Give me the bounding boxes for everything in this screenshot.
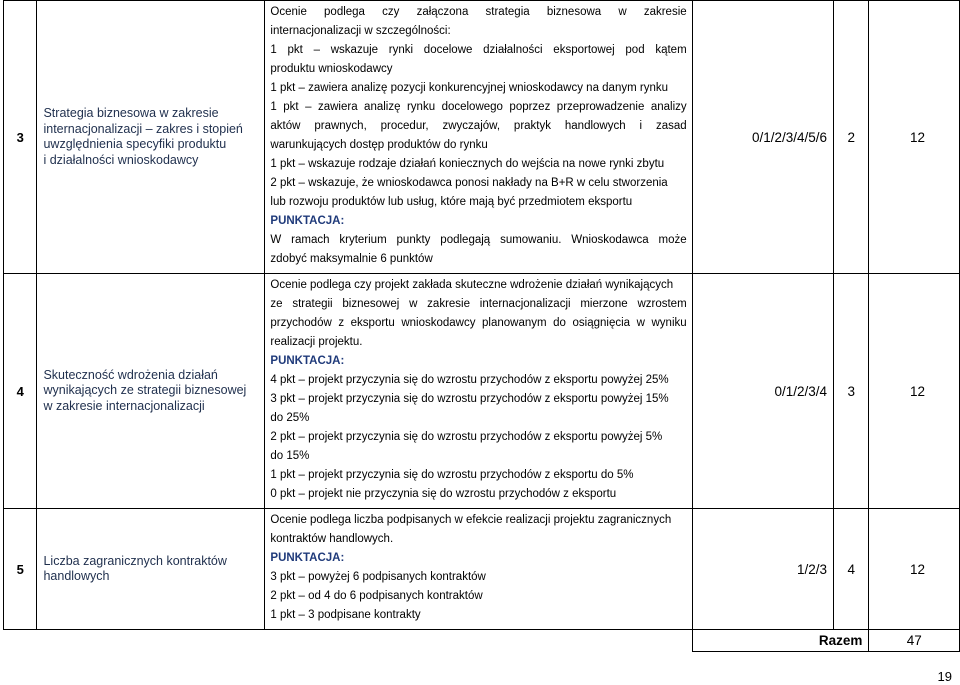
desc-line: zdobyć maksymalnie 6 punktów (270, 253, 433, 265)
desc-line: realizacji projektu. (270, 336, 363, 348)
criterion-name-line: Liczba zagranicznych kontraktów (43, 553, 227, 568)
total-row (4, 630, 960, 652)
criterion-name-line: internacjonalizacji – zakres i stopień (43, 121, 243, 136)
desc-line: warunkujących dostęp produktów do rynku (270, 139, 488, 151)
desc-line: 1 pkt – 3 podpisane kontrakty (270, 609, 421, 621)
criterion-weight: 4 (834, 509, 869, 630)
criterion-number: 5 (4, 509, 37, 630)
scoring-heading: PUNKTACJA: (270, 552, 345, 564)
desc-line: 1 pkt – wskazuje rodzaje działań koniecznych do wejścia na nowe rynki zbytu (270, 158, 665, 170)
desc-line: 1 pkt – wskazuje rynki docelowe działalności eksportowej pod kątem (270, 44, 687, 56)
criterion-row (4, 509, 960, 630)
desc-line: Ocenie podlega czy projekt zakłada skuteczne wdrożenie działań wynikających (270, 279, 674, 291)
desc-line: W ramach kryterium punkty podlegają sumowaniu. Wnioskodawca może (270, 234, 687, 246)
desc-line: 2 pkt – projekt przyczynia się do wzrostu przychodów z eksportu powyżej 5% (270, 431, 663, 443)
desc-line: lub rozwoju produktów lub usług, które mają być przedmiotem eksportu (270, 196, 633, 208)
desc-line: do 25% (270, 412, 310, 424)
desc-line: 2 pkt – od 4 do 6 podpisanych kontraktów (270, 590, 483, 602)
desc-line: internacjonalizacji w szczególności: (270, 25, 451, 37)
total-value: 47 (869, 630, 960, 652)
criterion-description (265, 1, 692, 274)
blank-cell (265, 630, 692, 652)
desc-line: 3 pkt – powyżej 6 podpisanych kontraktów (270, 571, 486, 583)
criterion-row (4, 1, 960, 274)
desc-line: Ocenie podlega liczba podpisanych w efekcie realizacji projektu zagranicznych (270, 514, 672, 526)
desc-line: 1 pkt – zawiera analizę rynku docelowego poprzez przeprowadzenie analizy (270, 101, 687, 113)
criterion-max-points: 12 (869, 509, 960, 630)
criterion-name-line: Strategia biznesowa w zakresie (43, 106, 219, 120)
criterion-name-line: i działalności wnioskodawcy (43, 152, 199, 167)
desc-line: ze strategii biznesowej w zakresie internacjonalizacji mierzone wzrostem (270, 298, 687, 310)
criterion-name (37, 509, 265, 630)
criterion-name-line: handlowych (43, 569, 110, 583)
scoring-heading: PUNKTACJA: (270, 215, 345, 227)
criterion-max-points: 12 (869, 274, 960, 509)
criteria-table (3, 0, 960, 652)
desc-line: kontraktów handlowych. (270, 533, 394, 545)
score-options: 0/1/2/3/4/5/6 (692, 1, 833, 274)
score-options: 1/2/3 (692, 509, 833, 630)
desc-line: 1 pkt – zawiera analizę pozycji konkurencyjnej wnioskodawcy na danym rynku (270, 82, 668, 94)
criterion-weight: 3 (834, 274, 869, 509)
criterion-number: 3 (4, 1, 37, 274)
page-number: 19 (937, 669, 952, 684)
criterion-name-line: w zakresie internacjonalizacji (43, 398, 205, 413)
criterion-row (4, 274, 960, 509)
desc-line: 0 pkt – projekt nie przyczynia się do wzrostu przychodów z eksportu (270, 488, 617, 500)
scoring-heading: PUNKTACJA: (270, 355, 345, 367)
blank-cell (37, 630, 265, 652)
desc-line: 2 pkt – wskazuje, że wnioskodawca ponosi nakłady na B+R w celu stworzenia (270, 177, 668, 189)
criterion-description (265, 274, 692, 509)
desc-line: do 15% (270, 450, 310, 462)
criterion-name (37, 274, 265, 509)
criterion-max-points: 12 (869, 1, 960, 274)
score-options: 0/1/2/3/4 (692, 274, 833, 509)
desc-line: 1 pkt – projekt przyczynia się do wzrostu przychodów z eksportu do 5% (270, 469, 634, 481)
desc-line: przychodów z eksportu wnioskodawcy planowanym do osiągnięcia w wyniku (270, 317, 687, 329)
criterion-name-line: Skuteczność wdrożenia działań (43, 367, 218, 382)
criterion-name (37, 1, 265, 274)
desc-line: 4 pkt – projekt przyczynia się do wzrostu przychodów z eksportu powyżej 25% (270, 374, 669, 386)
desc-line: aktów prawnych, procedur, zwyczajów, praktyk handlowych i zasad (270, 120, 687, 132)
criterion-number: 4 (4, 274, 37, 509)
desc-line: Ocenie podlega czy załączona strategia biznesowa w zakresie (270, 6, 687, 18)
criterion-name-line: wynikających ze strategii biznesowej (43, 383, 247, 398)
desc-line: 3 pkt – projekt przyczynia się do wzrostu przychodów z eksportu powyżej 15% (270, 393, 669, 405)
total-label: Razem (692, 630, 869, 652)
desc-line: produktu wnioskodawcy (270, 63, 393, 75)
criterion-name-line: uwzględnienia specyfiki produktu (43, 137, 227, 151)
blank-cell (4, 630, 37, 652)
criterion-description (265, 509, 692, 630)
criterion-weight: 2 (834, 1, 869, 274)
